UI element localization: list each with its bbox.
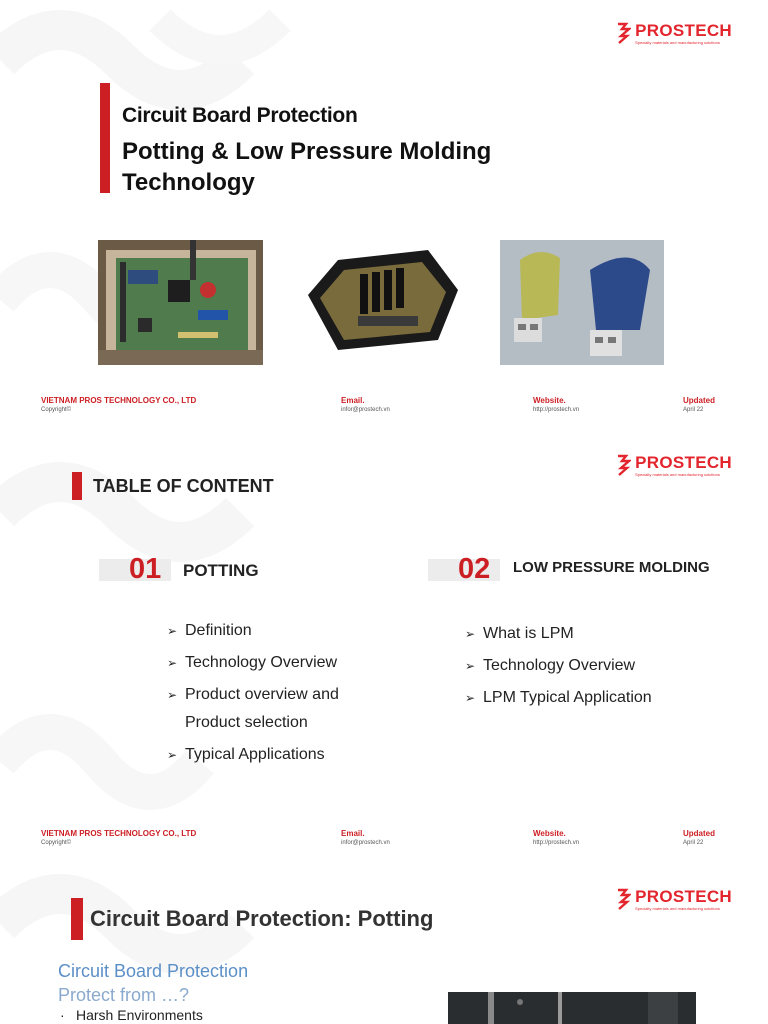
prostech-logo-icon <box>617 888 631 910</box>
section-01-number: 01 <box>129 553 162 585</box>
photo-potting-circuit-board <box>98 240 263 365</box>
photo-potting-application <box>448 992 696 1024</box>
slide2-footer <box>0 829 768 857</box>
list-item: · Harsh Environments <box>60 1007 203 1023</box>
prostech-logo-icon <box>617 22 631 44</box>
slide3-heading: Circuit Board Protection <box>58 961 249 981</box>
list-item: ➢ Technology Overview <box>167 649 382 677</box>
section-02-number: 02 <box>458 553 491 585</box>
footer-email-label: Email. <box>341 396 365 405</box>
arrow-bullet-icon: ➢ <box>465 691 476 705</box>
footer-company: VIETNAM PROS TECHNOLOGY CO., LTD <box>41 396 197 405</box>
slide1-footer <box>0 396 768 424</box>
potting-accent-bar <box>71 898 83 940</box>
prostech-logo <box>617 888 732 911</box>
footer-copyright: Copyright© <box>41 840 72 846</box>
footer-website-label: Website. <box>533 396 566 405</box>
prostech-logo-icon <box>617 454 631 476</box>
section-02-list <box>465 620 725 712</box>
logo-tagline: Specialty materials and manufacturing solutions <box>635 472 720 477</box>
list-item: ➢ Product overview and Product selection <box>167 681 382 737</box>
footer-updated-value: April 22 <box>683 407 704 413</box>
arrow-bullet-icon: ➢ <box>167 624 178 638</box>
logo-name: PROSTECH <box>635 453 732 472</box>
background-decoration <box>0 0 768 432</box>
footer-company: VIETNAM PROS TECHNOLOGY CO., LTD <box>41 829 197 838</box>
toc-title: TABLE OF CONTENT <box>93 476 274 496</box>
slide1-subtitle: Circuit Board Protection <box>122 104 358 127</box>
toc-accent-bar <box>72 472 82 500</box>
arrow-bullet-icon: ➢ <box>465 659 476 673</box>
bullet-dot-icon: · <box>60 1007 65 1023</box>
footer-website-link[interactable]: http://prostech.vn <box>533 840 580 846</box>
arrow-bullet-icon: ➢ <box>167 688 178 702</box>
footer-email-label: Email. <box>341 829 365 838</box>
footer-email-link[interactable]: infor@prostech.vn <box>341 407 390 413</box>
slide3-subheading: Protect from …? <box>58 985 190 1005</box>
list-item: ➢ What is LPM <box>465 620 725 648</box>
logo-tagline: Specialty materials and manufacturing solutions <box>635 906 720 911</box>
photo-lpm-housing <box>298 240 461 365</box>
footer-website-label: Website. <box>533 829 566 838</box>
logo-name: PROSTECH <box>635 887 732 906</box>
section-01-list <box>167 617 382 769</box>
footer-copyright: Copyright© <box>41 407 72 413</box>
arrow-bullet-icon: ➢ <box>167 748 178 762</box>
logo-tagline: Specialty materials and manufacturing solutions <box>635 40 720 45</box>
slide-potting <box>0 864 768 1024</box>
slide1-title: Potting & Low Pressure Molding Technology <box>122 138 492 196</box>
prostech-logo <box>617 454 732 477</box>
footer-website-link[interactable]: http://prostech.vn <box>533 407 580 413</box>
arrow-bullet-icon: ➢ <box>167 656 178 670</box>
footer-updated-value: April 22 <box>683 840 704 846</box>
slide-table-of-content <box>0 432 768 864</box>
photo-usb-sticks <box>500 240 664 365</box>
list-item: ➢ LPM Typical Application <box>465 684 725 712</box>
list-item: ➢ Definition <box>167 617 382 645</box>
section-02-label: LOW PRESSURE MOLDING <box>513 559 710 576</box>
arrow-bullet-icon: ➢ <box>465 627 476 641</box>
list-item: ➢ Typical Applications <box>167 741 382 769</box>
footer-updated-label: Updated <box>683 829 715 838</box>
slide3-title: Circuit Board Protection: Potting <box>90 906 434 931</box>
footer-email-link[interactable]: infor@prostech.vn <box>341 840 390 846</box>
slide-title <box>0 0 768 432</box>
title-accent-bar <box>100 83 110 193</box>
prostech-logo <box>617 22 732 45</box>
footer-updated-label: Updated <box>683 396 715 405</box>
section-01-label: POTTING <box>183 561 259 580</box>
list-item: ➢ Technology Overview <box>465 652 725 680</box>
logo-name: PROSTECH <box>635 21 732 40</box>
